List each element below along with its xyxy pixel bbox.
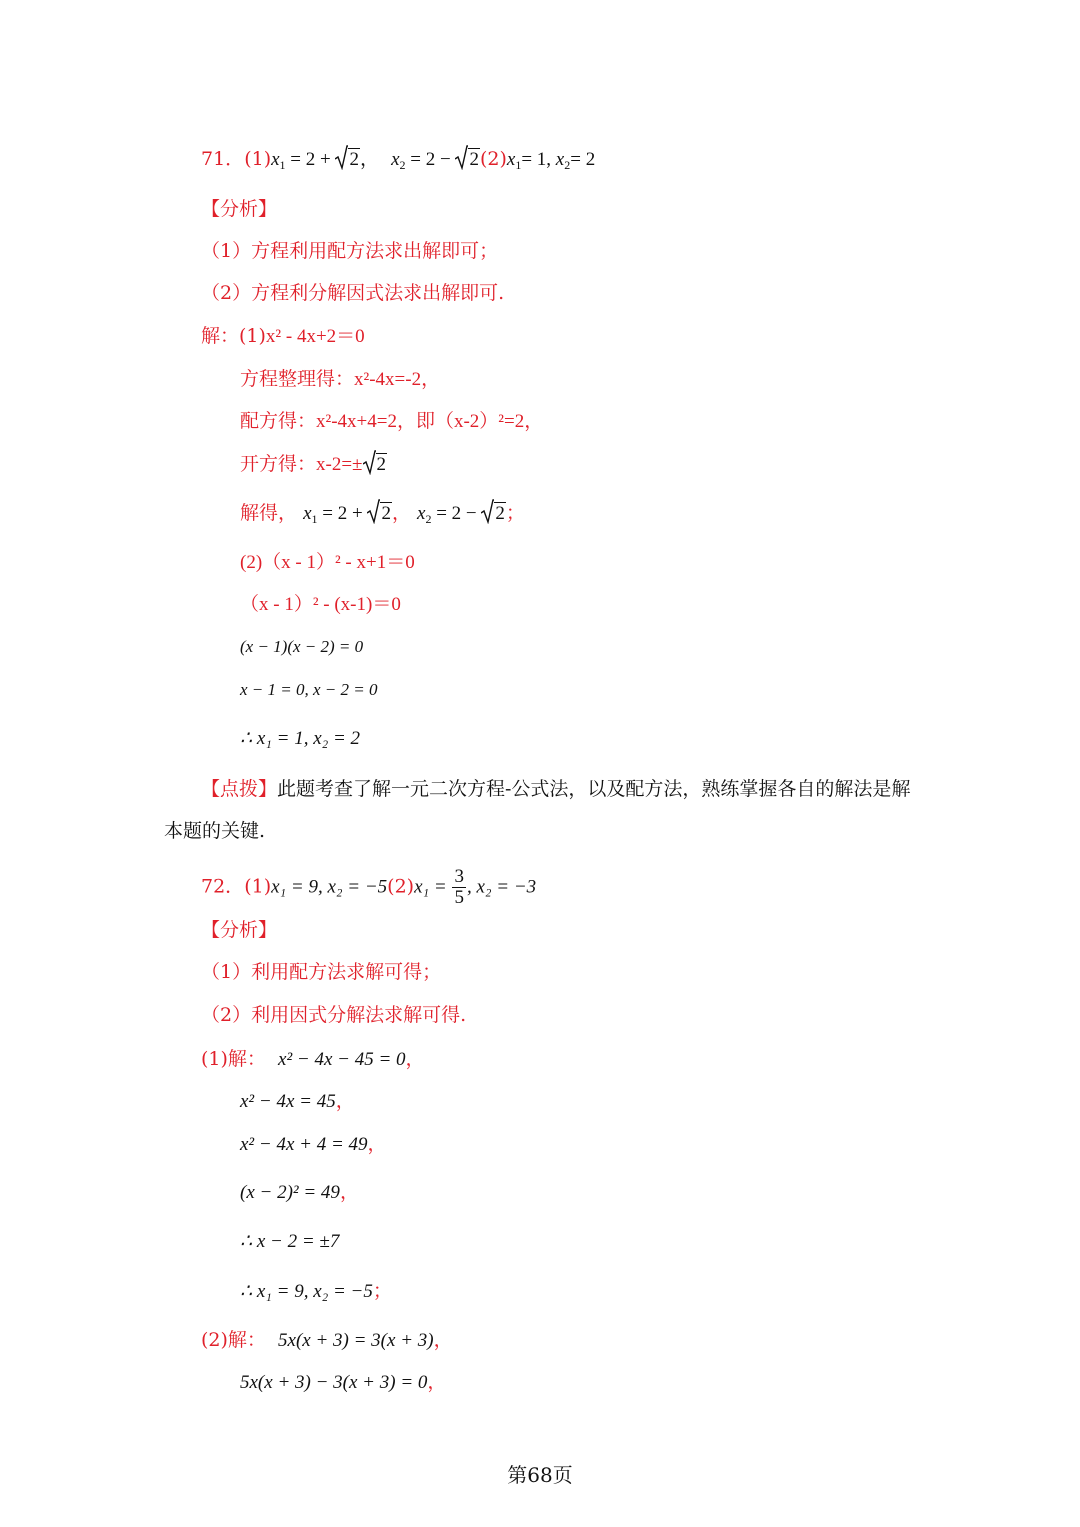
q71-tip-heading: 【点拨】	[201, 778, 278, 800]
q71-solution-start: 解：(1)x² - 4x+2＝0	[201, 325, 365, 347]
q71-part2-regroup: （x - 1）² - (x-1)＝0	[240, 594, 401, 615]
q71-analysis-heading: 【分析】	[201, 198, 278, 220]
q71-number: 71．	[201, 148, 245, 170]
q72-analysis-heading: 【分析】	[201, 919, 278, 941]
q71-part2-equation: (2)（x - 1）² - x+1＝0	[240, 552, 415, 573]
q71-part1-label: (1)	[244, 148, 272, 170]
q71-part2-result: ∴ x₁ = 1, x₂ = 2	[240, 728, 361, 749]
q71-step-rearrange: 方程整理得：x²-4x=-2，	[240, 368, 441, 390]
q72-sol1-result: ∴ x₁ = 9, x₂ = −5；	[240, 1280, 392, 1302]
q72-number: 72．	[201, 875, 245, 898]
q72-sol2-step2: 5x(x + 3) − 3(x + 3) = 0，	[240, 1371, 447, 1393]
q72-solution1-start: (1)解： x² − 4x − 45 = 0，	[201, 1048, 425, 1070]
q71-tip-continued: 本题的关键.	[164, 820, 266, 842]
q71-analysis-item-1: （1）方程利用配方法求出解即可；	[201, 240, 499, 262]
q72-sol1-step3: x² − 4x + 4 = 49，	[240, 1133, 387, 1155]
sqrt-symbol: 2	[335, 147, 360, 173]
q72-answer-line: 72．(1)x₁ = 9, x₂ = −5(2)x₁ = $\frac{3}{5}$ , x₂ = −3	[201, 866, 537, 908]
fraction: $\frac{3}{5}$	[454, 866, 464, 908]
q71-answer-line: 71．$(1)x_1 = 2$ + 2， $x_2 = 2$ − $2(2)x_1= 1$, $x_2= 2$	[201, 148, 596, 172]
q72-analysis-item-2: （2）利用因式分解法求解可得.	[201, 1004, 467, 1026]
q71-step-complete-square: 配方得：x²-4x+4=2，即（x-2）²=2，	[240, 410, 544, 432]
q72-part1-label: (1)	[244, 875, 272, 898]
q71-part2-label: (2)	[479, 148, 507, 170]
sqrt-symbol: 2	[367, 501, 392, 527]
q71-step-solutions: 解得， $x_1 = 2$ + 2， $x_2 = 2$ − 2；	[240, 502, 525, 526]
q72-solution2-start: (2)解： 5x(x + 3) = 3(x + 3)，	[201, 1329, 453, 1351]
sqrt-symbol: 2	[455, 147, 480, 173]
page-number: 第68页	[507, 1463, 573, 1487]
q71-step-sqrt: 开方得：x-2=± 2	[240, 451, 387, 478]
q71-tip: 【点拨】此题考查了解一元二次方程-公式法，以及配方法，熟练掌握各自的解法是解	[201, 778, 911, 800]
q71-analysis-item-2: （2）方程利分解因式法求出解即可.	[201, 282, 505, 304]
sqrt-symbol: 2	[363, 452, 388, 478]
q72-sol1-step4: (x − 2)² = 49，	[240, 1181, 359, 1203]
q72-analysis-item-1: （1）利用配方法求解可得；	[201, 961, 442, 983]
q72-sol1-step2: x² − 4x = 45，	[240, 1090, 355, 1112]
q72-part2-label: (2)	[387, 875, 415, 898]
q71-part2-zero-factors: x − 1 = 0, x − 2 = 0	[240, 680, 378, 699]
sqrt-symbol: 2	[481, 501, 506, 527]
q72-sol1-step5: ∴ x − 2 = ±7	[240, 1231, 340, 1252]
q71-part2-factored: (x − 1)(x − 2) = 0	[240, 637, 364, 656]
